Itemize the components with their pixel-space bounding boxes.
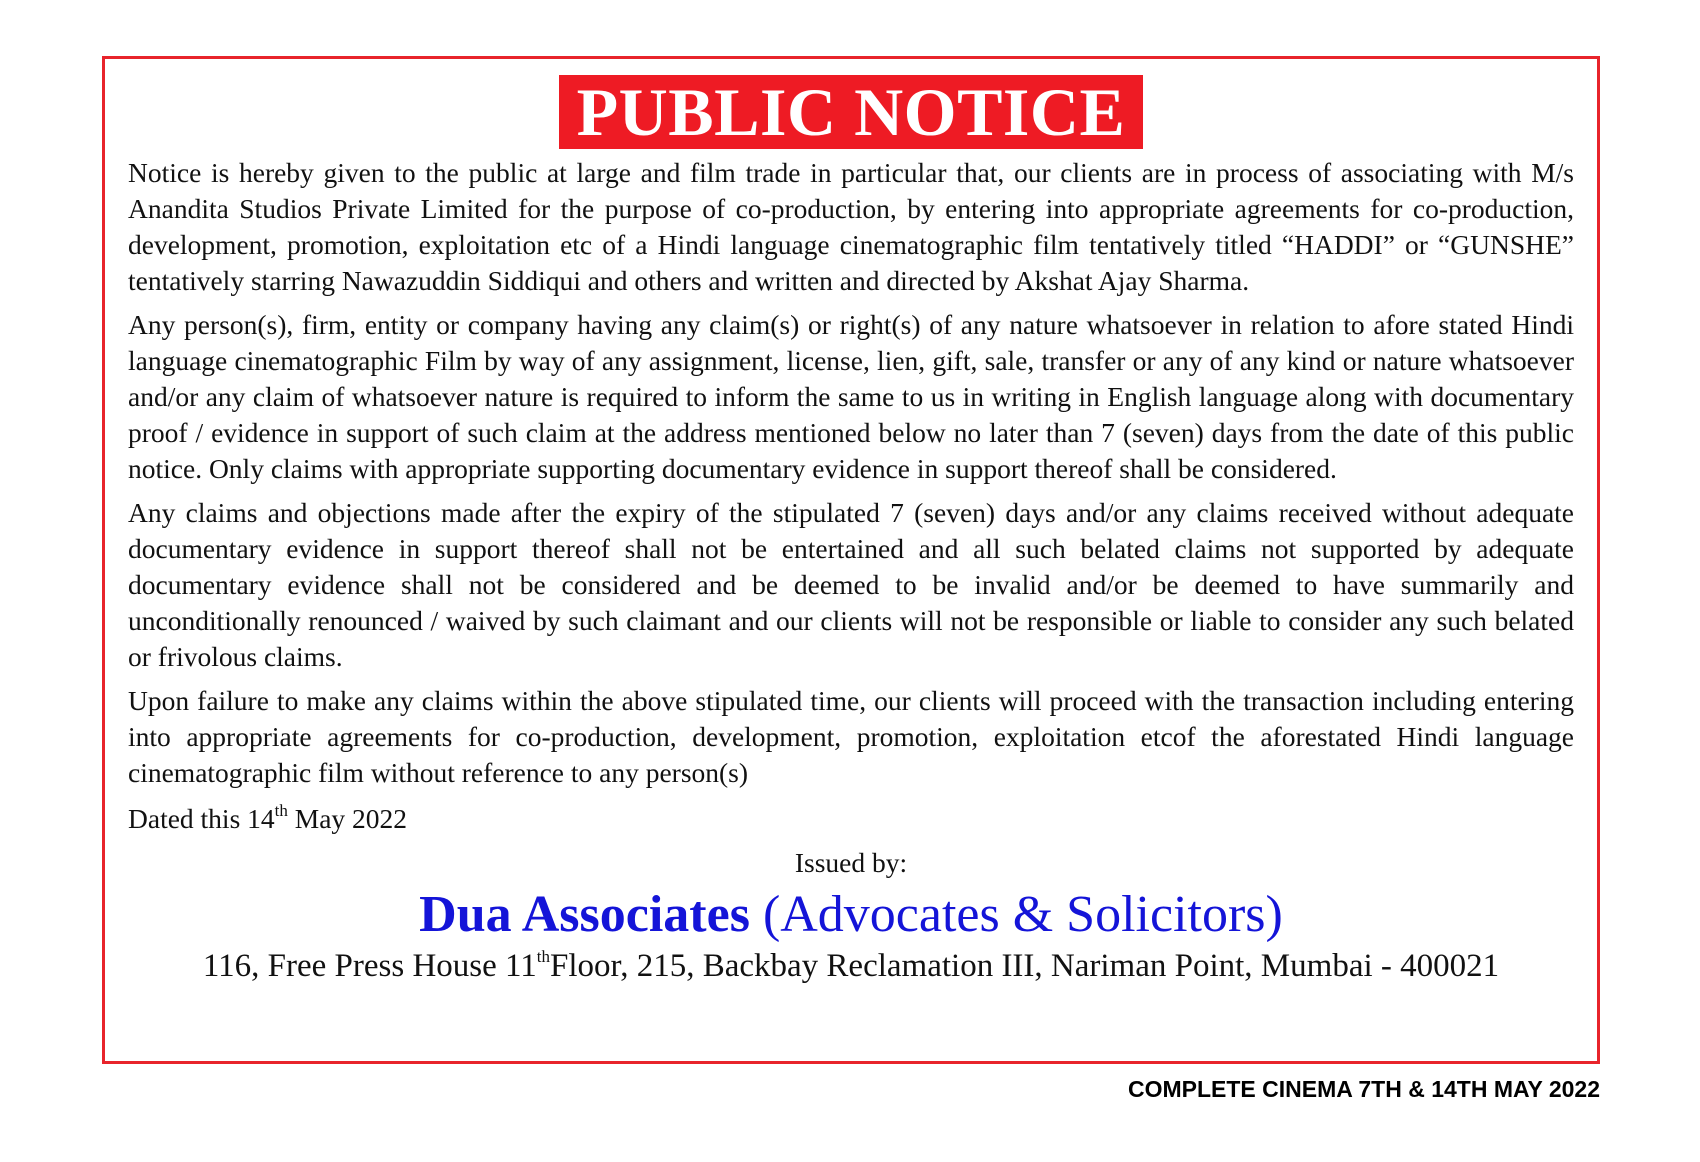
publication-footer: COMPLETE CINEMA 7TH & 14TH MAY 2022 (1127, 1076, 1600, 1102)
notice-paragraph-4: Upon failure to make any claims within the above stipulated time, our clients will proceed with the transaction including entering into appropriate agreements for co-production, development, promotion, exploitation etcof the aforestated Hindi language cinematographic film without reference to any person(s) (128, 685, 1574, 788)
dated-line (128, 801, 1574, 837)
firm-name: Dua Associates (419, 886, 750, 943)
firm-line (128, 885, 1574, 945)
public-notice-frame (102, 56, 1600, 1064)
notice-paragraph-2: Any person(s), firm, entity or company having any claim(s) or right(s) of any nature whatsoever in relation to afore stated Hindi language cinematographic Film by way of any assignment, license, lien, gift, sale, transfer or any of any kind or nature whatsoever and/or any claim of whatsoever nature is required to inform the same to us in writing in English language along with documentary proof / evidence in support of such claim at the address mentioned below no later than 7 (seven) days from the date of this public notice. Only claims with appropriate supporting documentary evidence in support thereof shall be considered. (128, 309, 1574, 484)
address-ordinal: th (536, 947, 551, 966)
dated-prefix: Dated this 14 (128, 803, 275, 834)
address-prefix: 116, Free Press House 11 (202, 948, 537, 984)
firm-descriptor: (Advocates & Solicitors) (749, 886, 1283, 943)
dated-ordinal: th (274, 800, 288, 820)
dated-suffix: May 2022 (287, 803, 408, 834)
title-wrap (105, 75, 1597, 149)
notice-title: PUBLIC NOTICE (559, 75, 1144, 149)
firm-address (128, 945, 1574, 987)
notice-paragraph-1: Notice is hereby given to the public at large and film trade in particular that, our clients are in process of associating with M/s Anandita Studios Private Limited for the purpose of co-production, by entering into appropriate agreements for co-production, development, promotion, exploitation etc of a Hindi language cinematographic film tentatively titled “HADDI” or “GUNSHE” tentatively starring Nawazuddin Siddiqui and others and written and directed by Akshat Ajay Sharma. (128, 157, 1574, 296)
notice-body (128, 155, 1574, 987)
notice-paragraph-3: Any claims and objections made after the expiry of the stipulated 7 (seven) days and/or any claims received without adequate documentary evidence in support thereof shall not be entertained and all such belated claims not supported by adequate documentary evidence shall not be considered and be deemed to be invalid and/or be deemed to have summarily and unconditionally renounced / waived by such claimant and our clients will not be responsible or liable to consider any such belated or frivolous claims. (128, 497, 1574, 672)
address-suffix: Floor, 215, Backbay Reclamation III, Nariman Point, Mumbai - 400021 (550, 948, 1500, 984)
issued-by-label: Issued by: (794, 847, 908, 878)
